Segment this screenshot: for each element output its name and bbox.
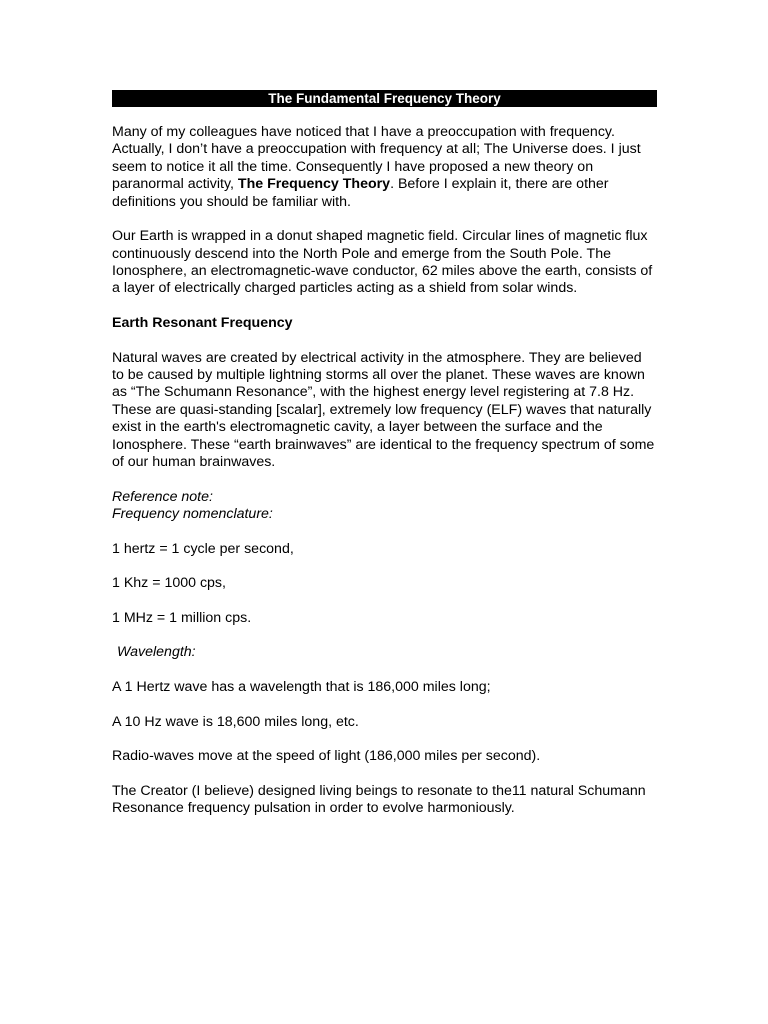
wavelength-1hz-line: A 1 Hertz wave has a wavelength that is 186,000 miles long;	[112, 679, 491, 696]
earth-magnetic-field-paragraph: Our Earth is wrapped in a donut shaped magnetic field. Circular lines of magnetic flux continuously descend into the North Pole and emerge from the South Pole. The Ionosphere, an electromagnetic-wave conductor, 62 miles above the earth, consists of a layer of electrically charged particles acting as a shield from solar winds.	[112, 228, 653, 297]
hertz-definition: 1 hertz = 1 cycle per second,	[112, 540, 294, 557]
creator-paragraph: The Creator (I believe) designed living beings to resonate to the11 natural Schumann Resonance frequency pulsation in order to evolve harmoniously.	[112, 782, 646, 817]
frequency-theory-bold: The Frequency Theory	[237, 176, 391, 193]
wavelength-10hz-line: A 10 Hz wave is 18,600 miles long, etc.	[112, 713, 359, 730]
khz-definition: 1 Khz = 1000 cps,	[112, 575, 226, 592]
mhz-definition: 1 MHz = 1 million cps.	[112, 609, 252, 626]
reference-note-label: Reference note:	[112, 488, 213, 505]
radio-waves-line: Radio-waves move at the speed of light (186,000 miles per second).	[112, 748, 541, 765]
section-heading: Earth Resonant Frequency	[112, 315, 293, 332]
reference-note-block	[112, 489, 657, 524]
natural-waves-paragraph: Natural waves are created by electrical activity in the atmosphere. They are believed to be caused by multiple lightning storms all over the planet. These waves are known as “The Schumann Resonance”, with the highest energy level registering at 7.8 Hz. These are quasi-standing [scalar], extremely low frequency (ELF) waves that naturally exist in the earth's electromagnetic cavity, a layer between the surface and the Ionosphere. These “earth brainwaves” are identical to the frequency spectrum of some of our human brainwaves.	[112, 349, 655, 471]
intro-text-start: Many of my colleagues have noticed that I have a preoccupation with frequency. Actually, I don’t have a preoccupation with frequency at all; The Universe does. I just seem to notice it all the time. Consequently I have proposed a new theory on paranormal activity,	[112, 124, 641, 193]
document-page	[112, 90, 657, 835]
frequency-nomenclature-label: Frequency nomenclature:	[112, 506, 273, 523]
wavelength-label: Wavelength:	[117, 644, 196, 661]
document-title: The Fundamental Frequency Theory	[112, 90, 657, 107]
intro-paragraph	[112, 124, 657, 211]
intro-text-end: . Before I explain it, there are other definitions you should be familiar with.	[112, 176, 609, 210]
